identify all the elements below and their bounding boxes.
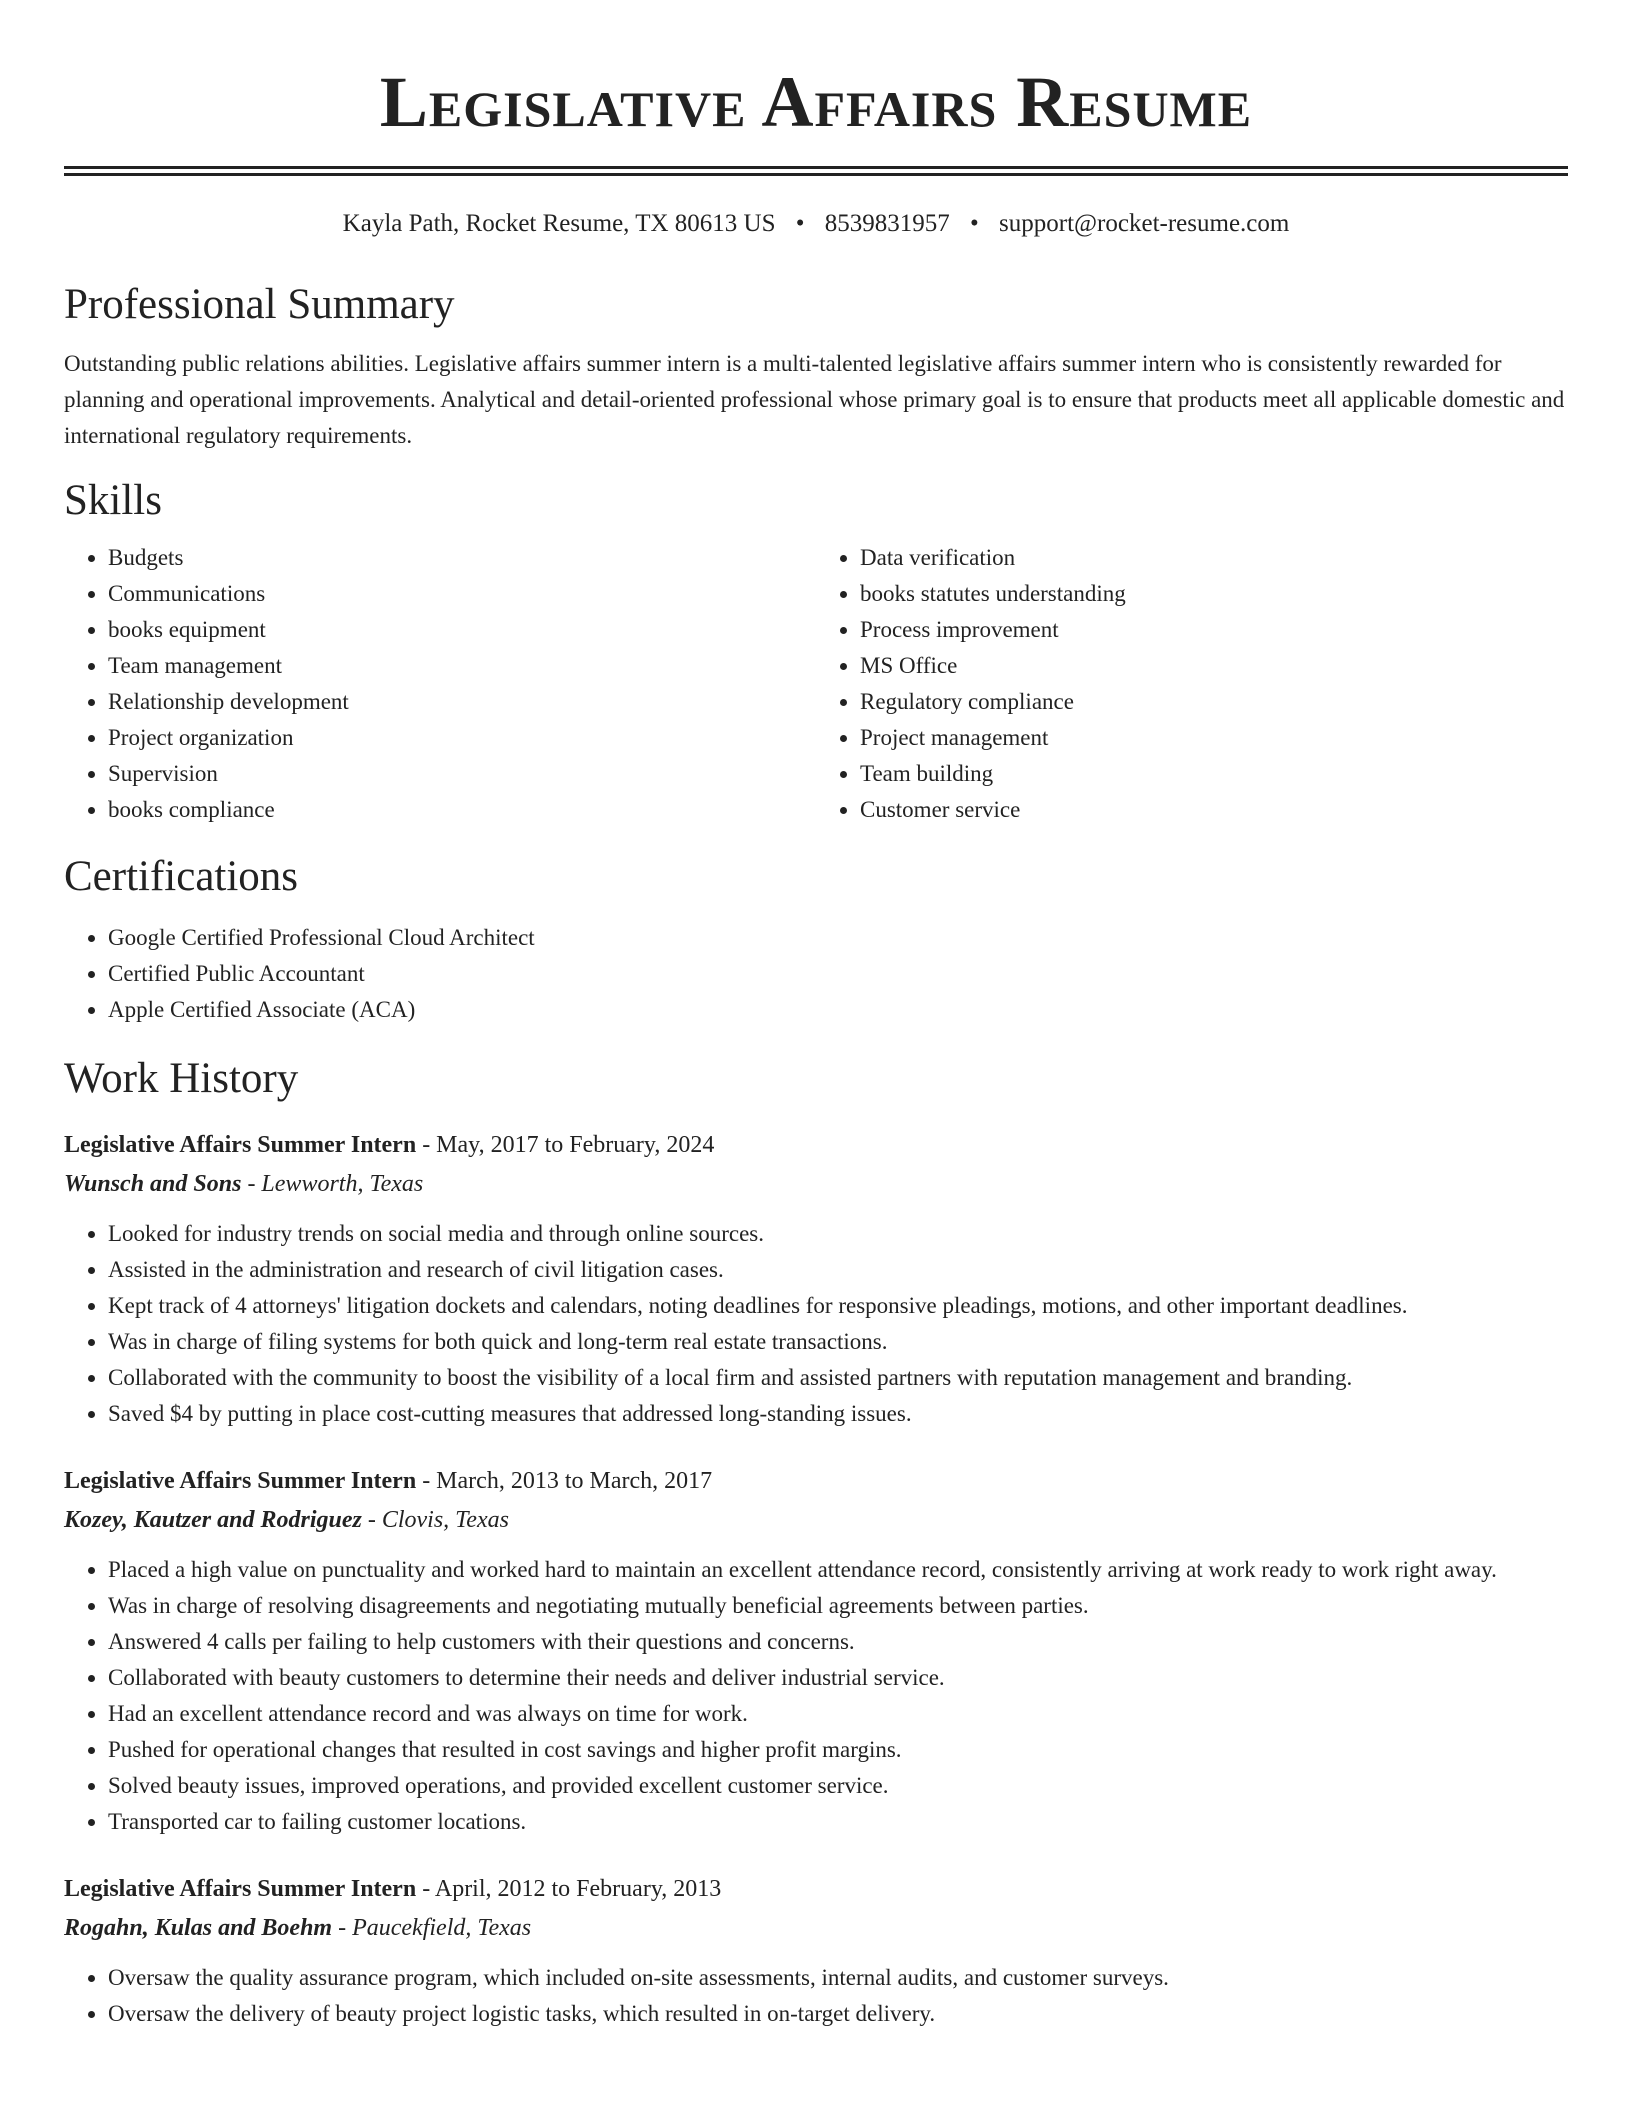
contact-email: support@rocket-resume.com bbox=[999, 210, 1290, 237]
certifications-list bbox=[64, 920, 1568, 1028]
skills-column-left bbox=[64, 540, 816, 828]
job-title: Legislative Affairs Summer Intern bbox=[64, 1468, 417, 1494]
job-dates: - April, 2012 to February, 2013 bbox=[416, 1876, 722, 1902]
job-company-line bbox=[64, 1500, 1568, 1540]
job-company-line bbox=[64, 1908, 1568, 1948]
job-bullets bbox=[64, 1552, 1568, 1840]
job-company-line bbox=[64, 1164, 1568, 1204]
job-bullet: • Transported car to failing customer locations. bbox=[108, 1804, 1568, 1840]
skill-item: • Regulatory compliance bbox=[860, 684, 1568, 720]
job-title: Legislative Affairs Summer Intern bbox=[64, 1876, 417, 1902]
job-company: Kozey, Kautzer and Rodriguez bbox=[64, 1507, 362, 1533]
skill-item: • Team management bbox=[108, 648, 816, 684]
job-entry bbox=[64, 1870, 1568, 2032]
job-bullet: • Collaborated with beauty customers to determine their needs and deliver industrial service. bbox=[108, 1660, 1568, 1696]
skill-item: • MS Office bbox=[860, 648, 1568, 684]
work-history-list bbox=[64, 1126, 1568, 2032]
job-bullet: • Placed a high value on punctuality and worked hard to maintain an excellent attendance record, consistently arriving at work ready to work right away. bbox=[108, 1552, 1568, 1588]
skill-item: • books compliance bbox=[108, 792, 816, 828]
job-location: - Lewworth, Texas bbox=[241, 1171, 424, 1197]
skill-item: • Supervision bbox=[108, 756, 816, 792]
job-title-line bbox=[64, 1462, 1568, 1500]
job-title: Legislative Affairs Summer Intern bbox=[64, 1132, 417, 1158]
job-bullet: • Looked for industry trends on social media and through online sources. bbox=[108, 1216, 1568, 1252]
job-location: - Paucekfield, Texas bbox=[332, 1915, 532, 1941]
job-bullet: • Answered 4 calls per failing to help customers with their questions and concerns. bbox=[108, 1624, 1568, 1660]
skill-item: • Project organization bbox=[108, 720, 816, 756]
job-bullet: • Solved beauty issues, improved operations, and provided excellent customer service. bbox=[108, 1768, 1568, 1804]
job-company: Rogahn, Kulas and Boehm bbox=[64, 1915, 333, 1941]
certifications-heading: Certifications bbox=[64, 853, 299, 900]
contact-separator: • bbox=[795, 210, 805, 237]
skill-item: • Process improvement bbox=[860, 612, 1568, 648]
job-bullet: • Assisted in the administration and research of civil litigation cases. bbox=[108, 1252, 1568, 1288]
job-dates: - March, 2013 to March, 2017 bbox=[416, 1468, 713, 1494]
certification-item: • Certified Public Accountant bbox=[108, 956, 1568, 992]
skill-item: • Team building bbox=[860, 756, 1568, 792]
job-location: - Clovis, Texas bbox=[361, 1507, 509, 1533]
job-bullets bbox=[64, 1960, 1568, 2032]
job-bullet: • Oversaw the quality assurance program, which included on-site assessments, internal audits, and customer surveys. bbox=[108, 1960, 1568, 1996]
skill-item: • Data verification bbox=[860, 540, 1568, 576]
job-bullet: • Had an excellent attendance record and was always on time for work. bbox=[108, 1696, 1568, 1732]
skill-item: • books statutes understanding bbox=[860, 576, 1568, 612]
job-bullet: • Collaborated with the community to boost the visibility of a local firm and assisted partners with reputation management and branding. bbox=[108, 1360, 1568, 1396]
work-history-heading: Work History bbox=[64, 1055, 299, 1102]
skills-heading: Skills bbox=[64, 477, 162, 524]
title-rule-top bbox=[64, 166, 1568, 169]
job-bullets bbox=[64, 1216, 1568, 1432]
job-title-line bbox=[64, 1870, 1568, 1908]
skill-item: • Relationship development bbox=[108, 684, 816, 720]
skills-column-right bbox=[816, 540, 1568, 828]
title-rule-bottom bbox=[64, 173, 1568, 176]
skill-item: • books equipment bbox=[108, 612, 816, 648]
job-bullet: • Pushed for operational changes that resulted in cost savings and higher profit margins. bbox=[108, 1732, 1568, 1768]
skill-item: • Customer service bbox=[860, 792, 1568, 828]
job-title-line bbox=[64, 1126, 1568, 1164]
summary-text: Outstanding public relations abilities. Legislative affairs summer intern is a multi-talented legislative affairs summer intern who is consistently rewarded for planning and operational improvements. Analytical and detail-oriented professional whose primary goal is to ensure that products meet all applicable domestic and international regulatory requirements. bbox=[64, 351, 1565, 448]
skills-list bbox=[64, 540, 1568, 828]
skill-item: • Communications bbox=[108, 576, 816, 612]
job-dates: - May, 2017 to February, 2024 bbox=[416, 1132, 715, 1158]
contact-phone: 8539831957 bbox=[824, 210, 950, 237]
certification-item: • Apple Certified Associate (ACA) bbox=[108, 992, 1568, 1028]
job-bullet: • Saved $4 by putting in place cost-cutting measures that addressed long-standing issues. bbox=[108, 1396, 1568, 1432]
resume-content bbox=[64, 0, 1568, 2032]
contact-line bbox=[64, 208, 1568, 240]
skill-item: • Project management bbox=[860, 720, 1568, 756]
job-entry bbox=[64, 1126, 1568, 1432]
document-title: Legislative Affairs Resume bbox=[379, 62, 1253, 142]
job-bullet: • Kept track of 4 attorneys' litigation dockets and calendars, noting deadlines for responsive pleadings, motions, and other important deadlines. bbox=[108, 1288, 1568, 1324]
job-bullet: • Oversaw the delivery of beauty project logistic tasks, which resulted in on-target delivery. bbox=[108, 1996, 1568, 2032]
contact-address: Kayla Path, Rocket Resume, TX 80613 US bbox=[342, 210, 776, 237]
job-entry bbox=[64, 1462, 1568, 1840]
job-bullet: • Was in charge of filing systems for both quick and long-term real estate transactions. bbox=[108, 1324, 1568, 1360]
skill-item: • Budgets bbox=[108, 540, 816, 576]
summary-heading: Professional Summary bbox=[64, 281, 455, 328]
certification-item: • Google Certified Professional Cloud Architect bbox=[108, 920, 1568, 956]
contact-separator: • bbox=[970, 210, 979, 237]
job-bullet: • Was in charge of resolving disagreements and negotiating mutually beneficial agreements between parties. bbox=[108, 1588, 1568, 1624]
job-company: Wunsch and Sons bbox=[64, 1171, 242, 1197]
